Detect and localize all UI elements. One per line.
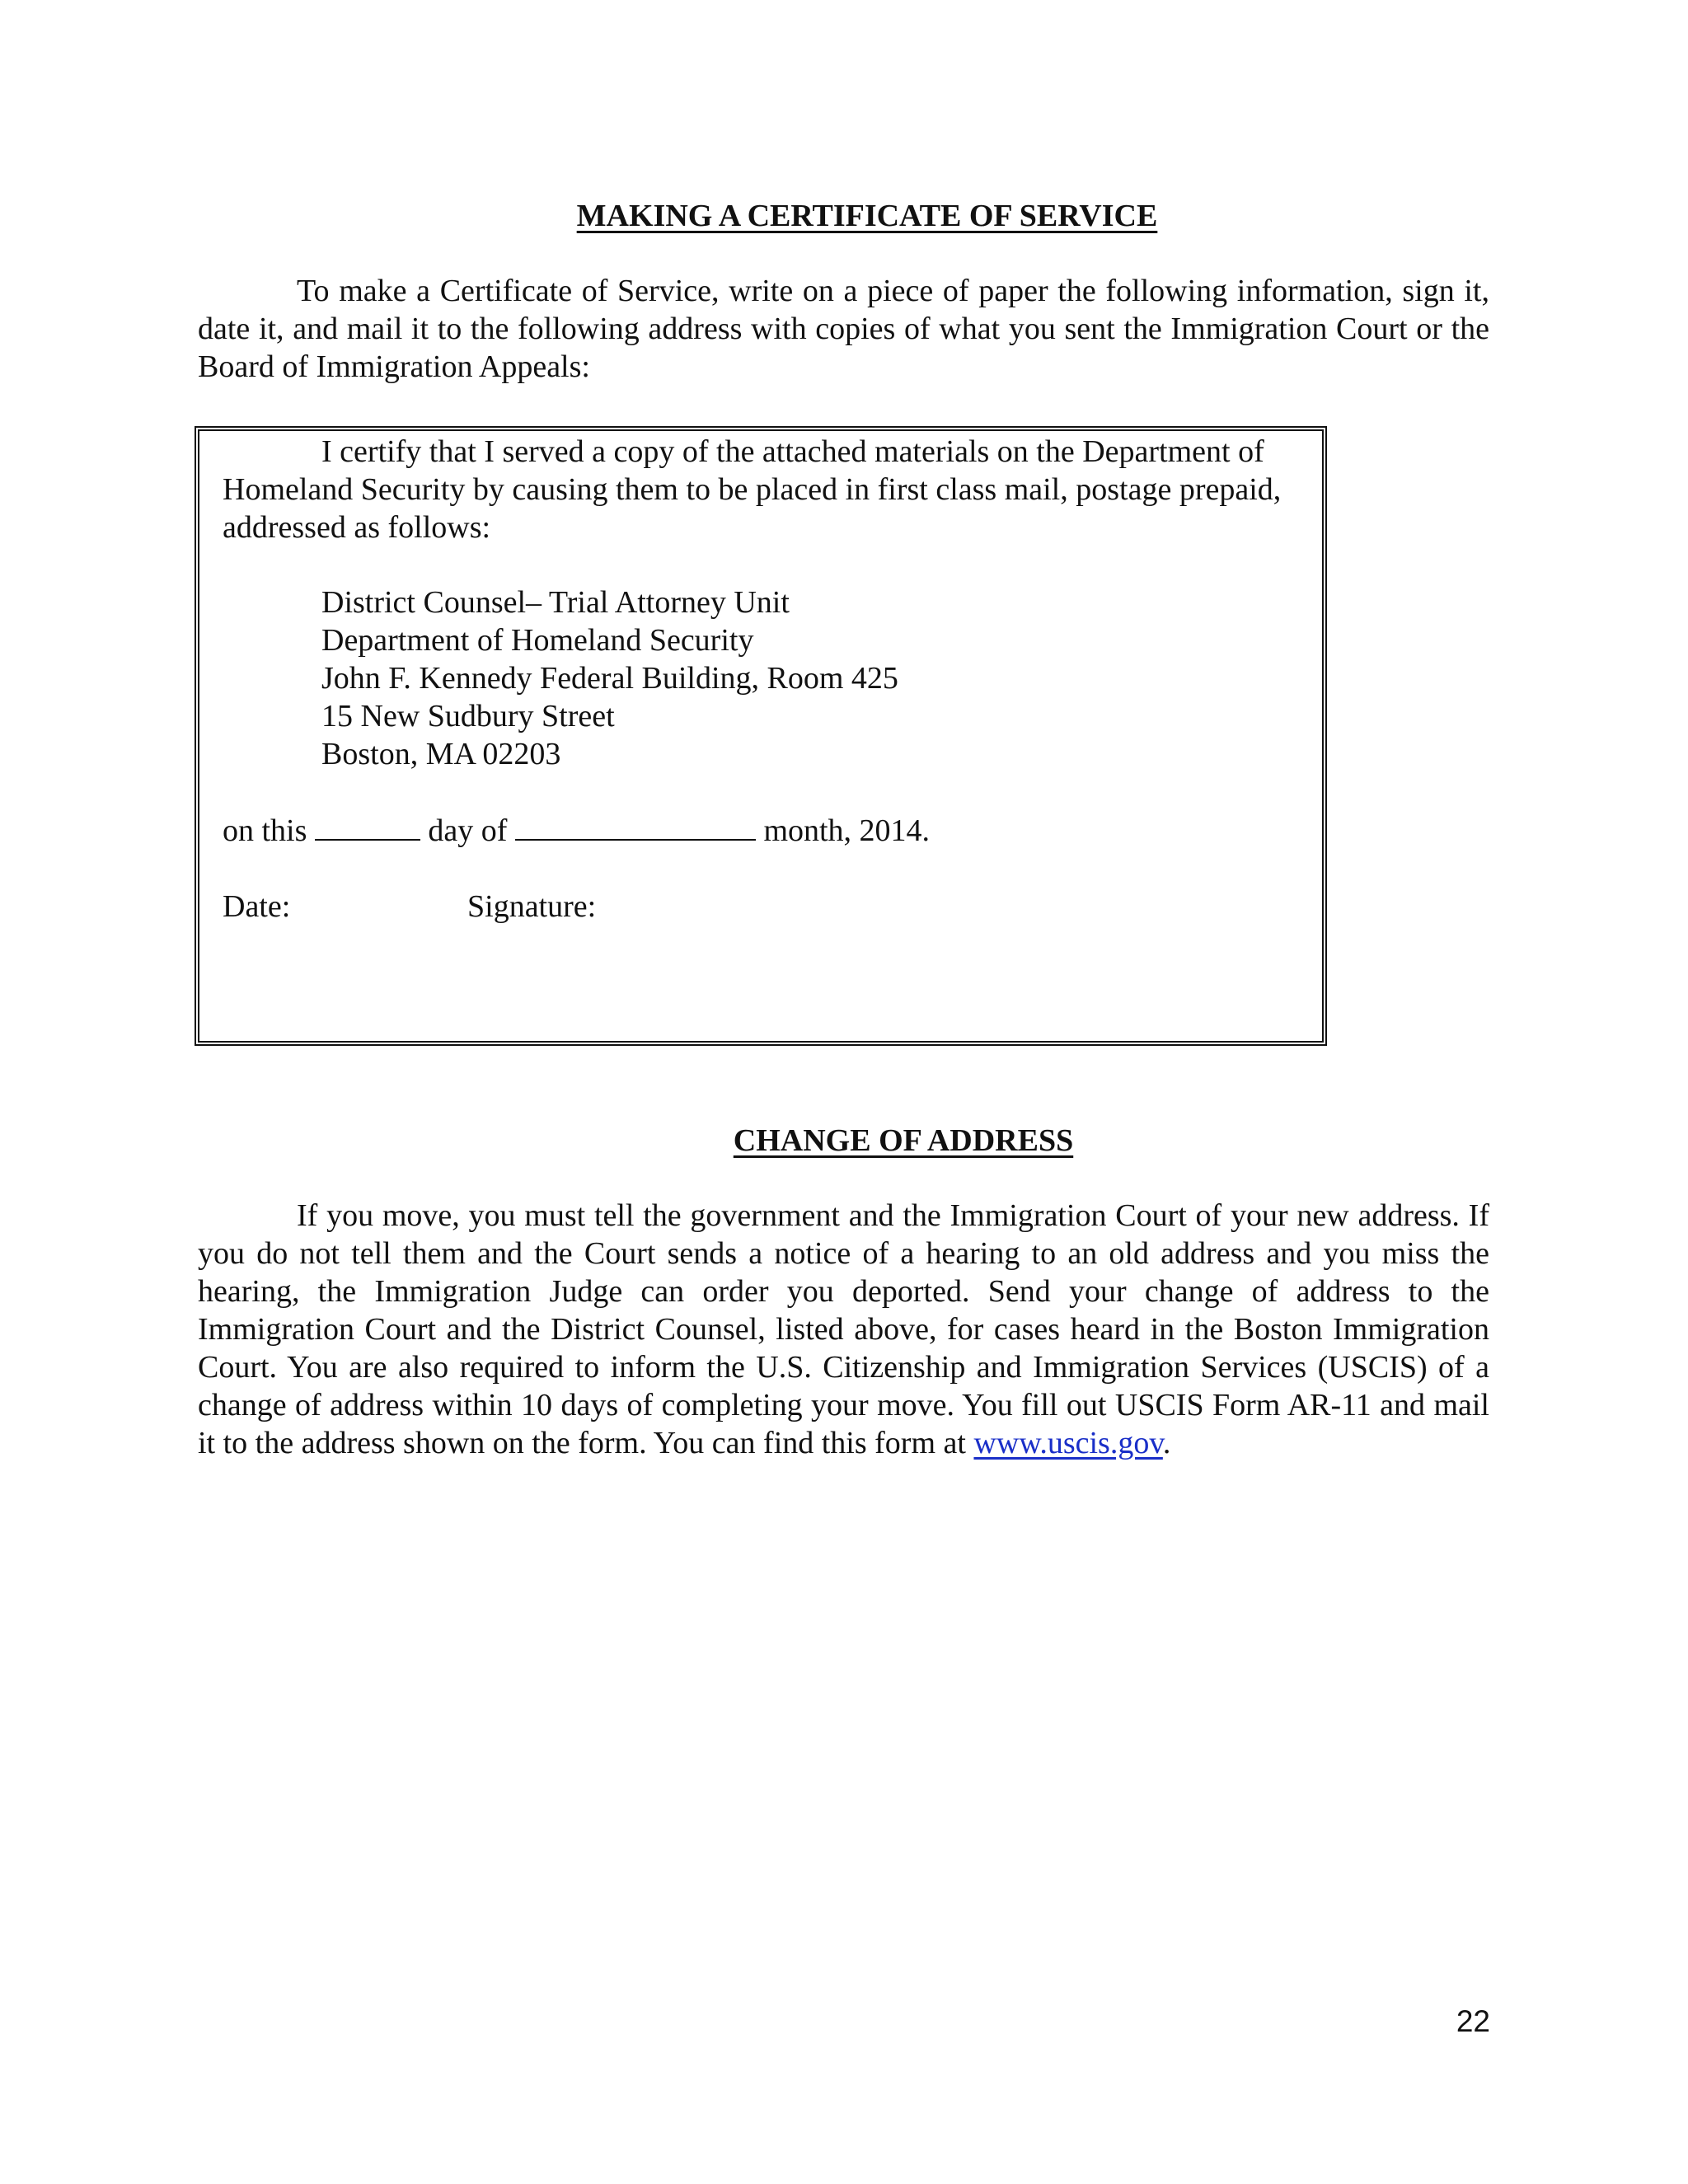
signature-label: Signature: [467,889,597,924]
address-line: Department of Homeland Security [321,623,754,658]
page-number: 22 [1456,2004,1490,2038]
change-of-address-text: If you move, you must tell the government and the Immigration Court of your new address. If you do not tell them and the Court sends a notice of a hearing to an old address and you miss the hearing, the Immigration Judge can order you deported. Send your change of address to the Immigration Court and the District Counsel, listed above, for cases heard in the Boston Immigration Court. You are also required to inform the U.S. Citizenship and Immigration Services (USCIS) of a change of address within 10 days of completing your move. You fill out USCIS Form AR-11 and mail it to the address shown on the form. You can find this form at [198,1198,1489,1460]
date-label: Date: [223,889,291,924]
mailing-address [321,583,898,773]
address-line: Boston, MA 02203 [321,737,561,771]
uscis-link[interactable]: www.uscis.gov [973,1426,1163,1460]
section-heading-change-of-address: CHANGE OF ADDRESS [733,1123,1074,1158]
address-line: District Counsel– Trial Attorney Unit [321,585,790,620]
sentence-end: . [1162,1426,1171,1460]
month-year-label: month, 2014. [763,813,931,848]
section-heading-certificate: MAKING A CERTIFICATE OF SERVICE [576,199,1158,233]
on-this-label: on this [223,813,307,848]
certificate-statement: I certify that I served a copy of the attached materials on the Department of Homeland Security by causing them to be placed in first class mail, postage prepaid, addressed as follows: [223,434,1282,545]
address-line: John F. Kennedy Federal Building, Room 425 [321,661,898,696]
change-of-address-paragraph [198,1197,1489,1462]
month-blank[interactable] [515,814,756,841]
day-of-label: day of [428,813,508,848]
intro-paragraph: To make a Certificate of Service, write on a piece of paper the following information, sign it, date it, and mail it to the following address with copies of what you sent the Immigration Court or the Board of Immigration Appeals: [198,274,1489,384]
day-blank[interactable] [315,814,420,841]
address-line: 15 New Sudbury Street [321,699,615,733]
date-fill-line [223,812,930,850]
